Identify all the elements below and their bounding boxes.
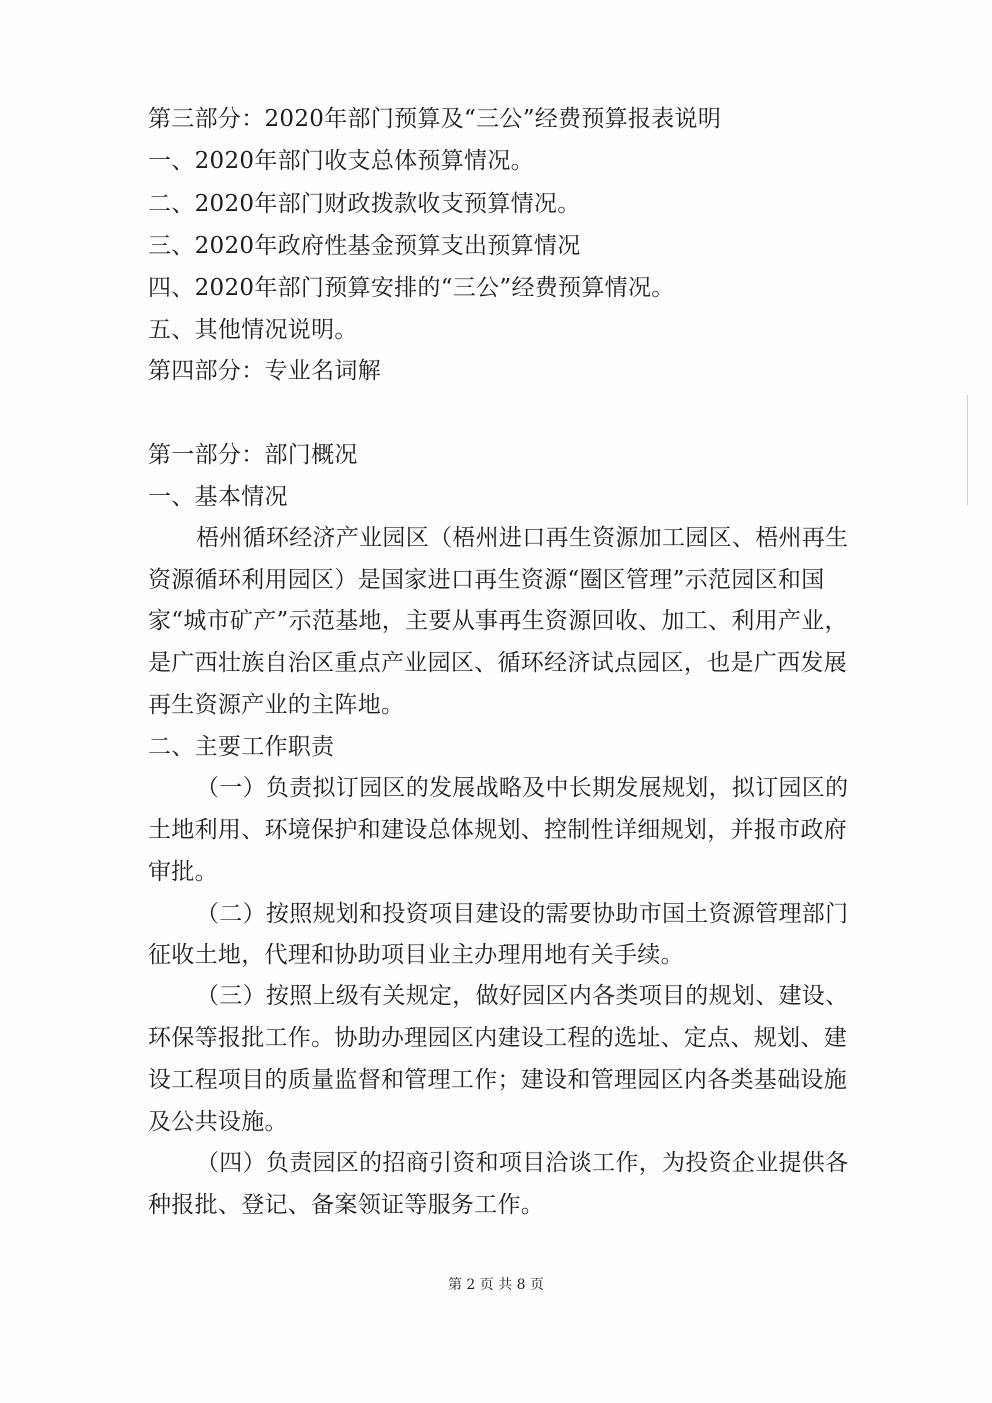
scan-edge-mark [967,395,968,505]
duty2-line-1: （二）按照规划和投资项目建设的需要协助市国土资源管理部门 [196,901,849,927]
subsection-duties: 二、主要工作职责 [148,734,335,760]
toc-part3: 第三部分：2020年部门预算及“三公”经费预算报表说明 [148,106,722,132]
subsection-basic-info: 一、基本情况 [148,484,288,510]
duty4-line-1: （四）负责园区的招商引资和项目洽谈工作，为投资企业提供各 [196,1150,849,1176]
intro-line-3: 家“城市矿产”示范基地，主要从事再生资源回收、加工、利用产业， [148,608,848,634]
duty4-line-2: 种报批、登记、备案领证等服务工作。 [148,1192,545,1218]
duty3-line-2: 环保等报批工作。协助办理园区内建设工程的选址、定点、规划、建 [148,1025,847,1051]
intro-line-4: 是广西壮族自治区重点产业园区、循环经济试点园区，也是广西发展 [148,650,847,676]
toc-item-4: 四、2020年部门预算安排的“三公”经费预算情况。 [148,275,675,301]
duty1-line-3: 审批。 [148,859,218,885]
toc-item-3: 三、2020年政府性基金预算支出预算情况 [148,233,581,259]
toc-item-1: 一、2020年部门收支总体预算情况。 [148,148,534,174]
toc-item-5: 五、其他情况说明。 [148,317,358,343]
duty1-line-1: （一）负责拟订园区的发展战略及中长期发展规划，拟订园区的 [196,775,849,801]
duty3-line-4: 及公共设施。 [148,1109,288,1135]
page-number-footer: 第 2 页 共 8 页 [447,1277,545,1293]
intro-line-5: 再生资源产业的主阵地。 [148,692,405,718]
section-heading: 第一部分：部门概况 [148,442,358,468]
duty2-line-2: 征收土地，代理和协助项目业主办理用地有关手续。 [148,942,684,968]
toc-item-2: 二、2020年部门财政拨款收支预算情况。 [148,191,581,217]
intro-line-2: 资源循环利用园区）是国家进口再生资源“圈区管理”示范园区和国 [148,567,825,593]
duty1-line-2: 土地利用、环境保护和建设总体规划、控制性详细规划，并报市政府 [148,817,847,843]
duty3-line-3: 设工程项目的质量监督和管理工作；建设和管理园区内各类基础设施 [148,1067,847,1093]
intro-line-1: 梧州循环经济产业园区（梧州进口再生资源加工园区、梧州再生 [196,525,849,551]
toc-part4: 第四部分：专业名词解 [148,358,381,384]
duty3-line-1: （三）按照上级有关规定，做好园区内各类项目的规划、建设、 [196,983,849,1009]
